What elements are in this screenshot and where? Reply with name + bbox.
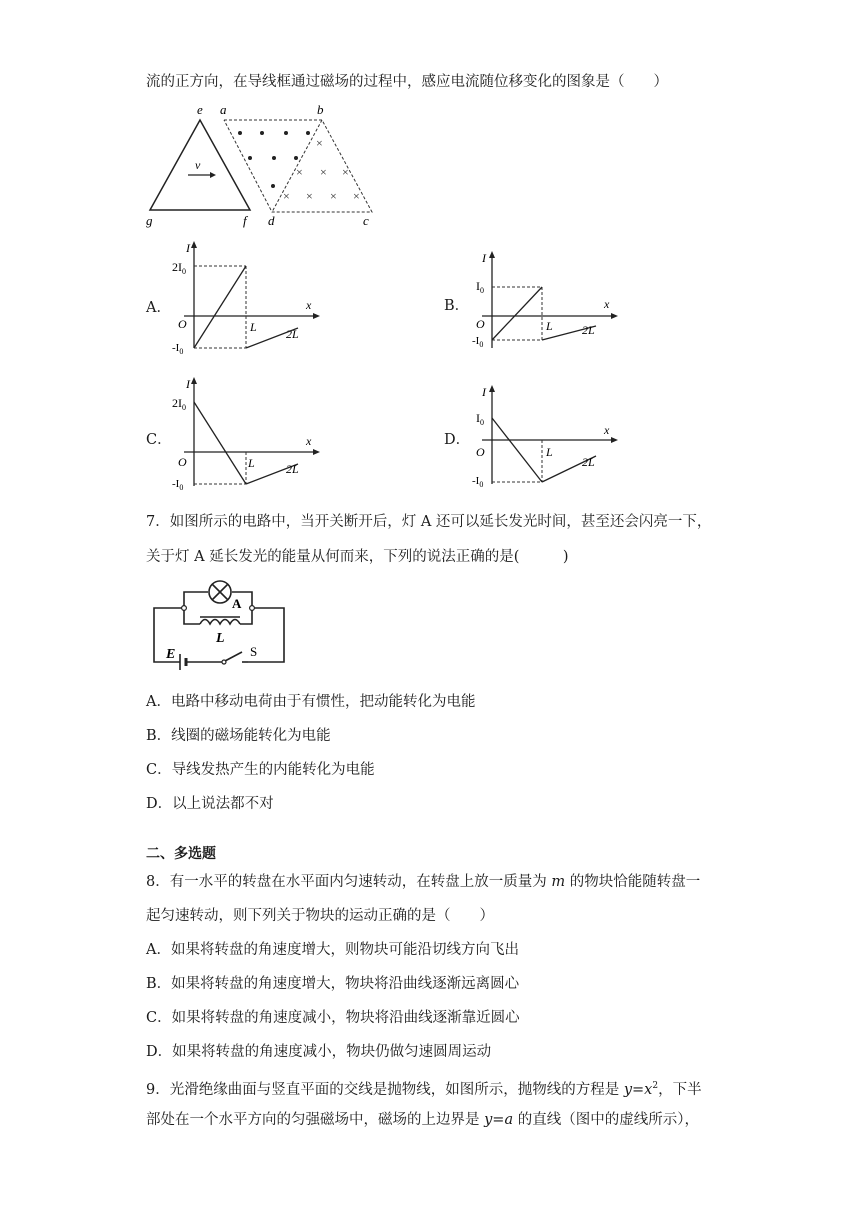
svg-text:O: O <box>178 317 187 331</box>
q7-circuit-figure <box>146 576 296 672</box>
svg-text:2L: 2L <box>286 327 299 341</box>
q6-stem-tail: 流的正方向，在导线框通过磁场的过程中，感应电流随位移变化的图象是（ ） <box>146 74 668 90</box>
crosses-region <box>283 136 360 203</box>
svg-text:x: x <box>306 298 312 312</box>
svg-text:2I0: $2I_0$ <box>172 260 186 276</box>
svg-text:×: × <box>296 165 303 179</box>
q8-option-a[interactable]: A．如果将转盘的角速度增大，则物块可能沿切线方向飞出 <box>146 942 519 958</box>
label-a: a <box>220 102 227 117</box>
label-f: f <box>243 213 247 228</box>
q7-stem-line1: 7．如图所示的电路中，当开关断开后，灯 A 还可以延长发光时间，甚至还会闪亮一下， <box>146 514 712 530</box>
coil-label: L <box>216 631 225 646</box>
svg-text:O: O <box>476 317 485 331</box>
option-a-graph[interactable] <box>170 238 330 358</box>
svg-text:×: × <box>342 165 349 179</box>
lamp-icon <box>209 581 231 603</box>
q9-stem-line2: 部处在一个水平方向的匀强磁场中，磁场的上边界是 y=a 的直线（图中的虚线所示）， <box>146 1112 699 1128</box>
label-b: b <box>317 102 324 117</box>
svg-text:×: × <box>316 136 323 150</box>
q7-stem-line2: 关于灯 A 延长发光的能量从何而来，下列的说法正确的是( ) <box>146 549 569 565</box>
q9-stem-line1: 9．光滑绝缘曲面与竖直平面的交线是抛物线，如图所示，抛物线的方程是 $y=x^2$，下半 <box>146 1081 702 1098</box>
dots-region <box>238 131 310 188</box>
battery-icon <box>180 654 222 670</box>
svg-text:I: I <box>186 377 190 391</box>
label-c: c <box>363 213 369 228</box>
q8-option-b[interactable]: B．如果将转盘的角速度增大，物块将沿曲线逐渐远离圆心 <box>146 976 520 992</box>
svg-text:2L: 2L <box>582 455 595 469</box>
coil-icon <box>200 620 240 625</box>
option-b-label[interactable]: B． <box>444 298 470 314</box>
option-c-label[interactable]: C． <box>146 432 172 448</box>
switch-icon <box>222 652 248 664</box>
svg-text:O: O <box>178 455 187 469</box>
option-d-graph[interactable] <box>468 384 628 490</box>
option-b-graph[interactable] <box>468 248 628 356</box>
svg-text:×: × <box>353 189 360 203</box>
velocity-arrowhead <box>210 172 216 178</box>
label-d: d <box>268 213 275 228</box>
svg-text:x: x <box>306 434 312 448</box>
option-a-label[interactable]: A． <box>146 300 171 316</box>
svg-text:I: I <box>186 241 190 255</box>
svg-text:-I0: $-I_0$ <box>472 475 484 489</box>
svg-text:L: L <box>546 319 553 333</box>
svg-text:x: x <box>604 297 610 311</box>
q8-option-c[interactable]: C．如果将转盘的角速度减小，物块将沿曲线逐渐靠近圆心 <box>146 1010 520 1026</box>
svg-text:-I0: $-I_0$ <box>472 335 484 349</box>
svg-text:2L: 2L <box>582 323 595 337</box>
svg-text:I: I <box>482 385 486 399</box>
svg-text:2L: 2L <box>286 462 299 476</box>
q7-option-c[interactable]: C．导线发热产生的内能转化为电能 <box>146 762 375 778</box>
switch-label: S <box>250 644 258 659</box>
option-c-graph[interactable] <box>170 374 330 494</box>
option-d-label[interactable]: D． <box>444 432 471 448</box>
q6-field-figure <box>140 100 380 235</box>
q8-option-d[interactable]: D．如果将转盘的角速度减小，物块仍做匀速圆周运动 <box>146 1044 492 1060</box>
svg-text:I0: $I_0$ <box>476 411 484 427</box>
svg-text:L: L <box>546 445 553 459</box>
label-g: g <box>146 213 153 228</box>
svg-text:L: L <box>248 456 255 470</box>
svg-text:×: × <box>283 189 290 203</box>
svg-text:x: x <box>604 423 610 437</box>
svg-text:I0: $I_0$ <box>476 279 484 295</box>
lamp-label: A <box>232 596 242 611</box>
svg-text:-I0: $-I_0$ <box>172 342 184 356</box>
velocity-label: v <box>195 158 201 172</box>
q8-stem-line2: 起匀速转动，则下列关于物块的运动正确的是（ ） <box>146 908 494 924</box>
svg-text:×: × <box>330 189 337 203</box>
svg-text:×: × <box>320 165 327 179</box>
battery-label: E <box>166 647 176 662</box>
svg-text:-I0: $-I_0$ <box>172 478 184 492</box>
svg-text:×: × <box>306 189 313 203</box>
q8-stem-line1: 8．有一水平的转盘在水平面内匀速转动，在转盘上放一质量为 m 的物块恰能随转盘一 <box>146 874 701 890</box>
q7-option-a[interactable]: A．电路中移动电荷由于有惯性，把动能转化为电能 <box>146 694 476 710</box>
svg-text:I: I <box>482 251 486 265</box>
q7-option-d[interactable]: D．以上说法都不对 <box>146 796 274 812</box>
svg-text:L: L <box>250 320 257 334</box>
q7-option-b[interactable]: B．线圈的磁场能转化为电能 <box>146 728 331 744</box>
label-e: e <box>197 102 203 117</box>
svg-text:2I0: $2I_0$ <box>172 396 186 412</box>
section-title: 二、多选题 <box>146 846 216 862</box>
svg-text:O: O <box>476 445 485 459</box>
